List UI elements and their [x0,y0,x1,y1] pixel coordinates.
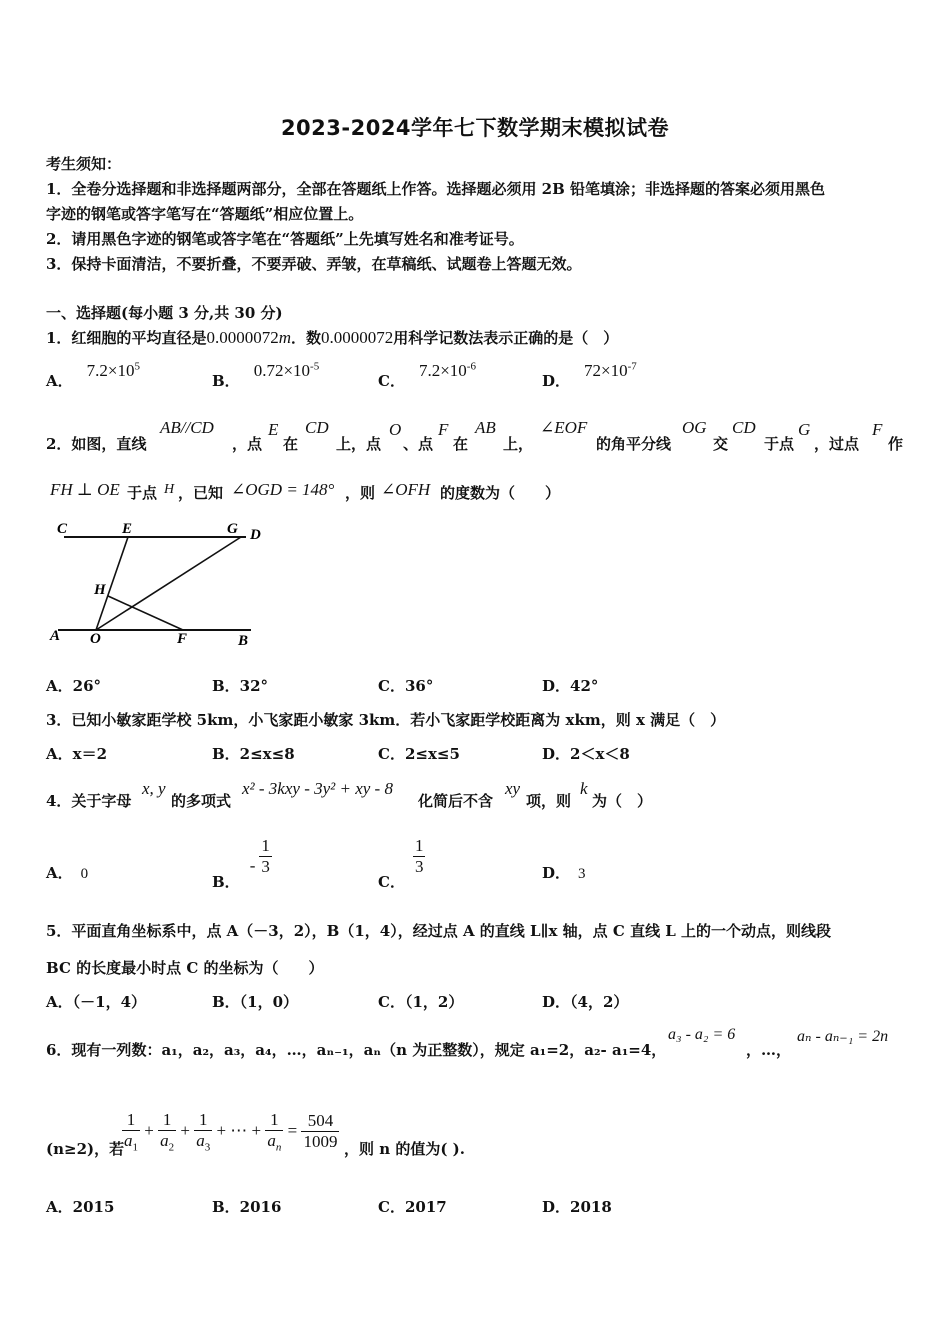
fraction-numerator: 1 [414,836,424,855]
q2-label-6: 在 [453,435,469,453]
q4-option-b[interactable] [212,836,272,891]
q2-option-a[interactable]: A．26° [46,677,102,695]
q2-label-8: 的角平分线 [596,435,672,453]
option-label: B． [212,872,240,891]
option-value: 7.2×10 [418,361,467,380]
label-b: B [238,633,249,649]
q2-math-9: CD [732,418,756,437]
q1-option-d[interactable] [542,360,637,391]
option-label: C． [378,872,405,891]
notice-line1b: 字迹的钢笔或答字笔写在“答题纸”相应位置上。 [46,205,364,223]
notice-line2: 2．请用黑色字迹的钢笔或答字笔在“答题纸”上先填写姓名和准考证号。 [46,230,524,248]
question-1-stem [46,327,618,348]
q1-value-2: 0.0000072 [321,328,394,347]
q2-label-15: ，则 [345,484,376,502]
q5-option-b[interactable]: B．（1，0） [212,993,299,1011]
option-value: 0.72×10 [253,361,311,380]
fraction-numerator: 1 [261,836,270,855]
notice-heading: 考生须知： [46,155,122,173]
option-value: 0 [80,866,89,882]
q4-label-4: 项，则 [526,792,572,810]
label-d: D [250,527,261,543]
q5-option-c[interactable]: C．（1，2） [378,993,464,1011]
q2-math-7: ∠EOF [540,418,588,437]
q4-math-3: xy [505,779,521,798]
q1-option-c[interactable] [378,360,476,391]
q4-label-1: 4．关于字母 [46,792,132,810]
q3-option-a[interactable]: A．x＝2 [46,745,108,763]
option-exponent: 5 [134,360,140,373]
q2-math-10: G [798,420,811,439]
q1-text-a: 1．红细胞的平均直径是 [46,329,207,347]
q2-math-12: FH ⊥ OE [50,480,120,499]
label-h: H [94,582,106,598]
q6-option-d[interactable]: D．2018 [542,1198,612,1216]
option-label: C． [378,372,405,390]
q2-label-1: 2．如图，直线 [46,435,147,453]
q6-option-a[interactable]: A．2015 [46,1198,115,1216]
q2-math-3: CD [305,418,329,437]
label-c: C [57,521,68,537]
question-3-stem: 3．已知小敏家距学校 5km，小飞家距小敏家 3km．若小飞家距学校距离为 xkm，则 x 满足（ ） [46,711,726,729]
q5-line-2: BC 的长度最小时点 C 的坐标为（ ） [46,959,324,977]
fraction-denominator: 3 [414,857,424,876]
q5-line-1: 5．平面直角坐标系中，点 A（－3，2），B（1，4），经过点 A 的直线 L∥x 轴，点 C 直线 L 上的一个动点，则线段 [46,922,832,940]
q4-math-1: x, y [142,779,166,798]
q2-label-5: 、点 [403,435,434,453]
q2-label-3: 在 [283,435,299,453]
option-sign: - [249,855,256,875]
option-label: A． [46,372,73,390]
page-title: 2023-2024学年七下数学期末模拟试卷 [280,116,670,140]
q2-math-6: AB [475,418,496,437]
q6-condition: (n≥2)，若 [46,1140,125,1158]
geometry-figure [46,512,276,652]
q2-label-13: 于点 [127,484,158,502]
q2-label-10: 于点 [764,435,795,453]
q2-label-9: 交 [713,435,729,453]
q6-equation-2: aₙ - aₙ₋₁ = 2n [797,1028,889,1045]
q4-option-a[interactable] [46,862,88,883]
option-exponent: -7 [627,360,637,373]
option-label: D． [542,864,571,882]
label-a: A [50,628,61,644]
q2-math-2: E [268,420,279,439]
line-fh [108,596,183,630]
q4-math-4: k [580,779,588,798]
notice-line1a: 1．全卷分选择题和非选择题两部分，全部在答题纸上作答。选择题必须用 2B 铅笔填涂；非选择题的答案必须用黑色 [46,180,826,198]
q4-option-d[interactable] [542,862,586,883]
section-heading: 一、选择题(每小题 3 分,共 30 分) [46,304,283,322]
notice-line3: 3．保持卡面清洁，不要折叠，不要弄破、弄皱，在草稿纸、试题卷上答题无效。 [46,255,582,273]
q2-option-b[interactable]: B．32° [212,677,269,695]
q2-label-16: 的度数为（ ） [440,484,561,502]
fraction-denominator: 3 [261,857,270,876]
q2-label-2: ，点 [232,435,263,453]
q6-sum-expression: $\frac{1}{a_1}$ + $\frac{1}{a_2}$ + $\frac{1}{a_3}$ + ⋯ + $\frac{1}{a_n}$ = $\frac{504}{1009}$ [124,1110,338,1154]
q4-label-2: 的多项式 [171,792,232,810]
q6-line-1: 6．现有一列数：a₁，a₂，a₃，a₄，…，aₙ₋₁，aₙ（n 为正整数），规定 a₁=2，a₂- a₁=4， [46,1041,667,1059]
q1-option-b[interactable] [212,360,320,391]
option-exponent: -6 [466,360,476,373]
q2-option-d[interactable]: D．42° [542,677,599,695]
q1-option-a[interactable] [46,360,140,391]
q2-math-11: F [872,420,883,439]
q2-math-14: ∠OGD = 148° [231,480,335,499]
option-value: 3 [578,866,586,882]
q1-value: 0.0000072 [206,328,279,347]
option-label: A． [46,864,73,882]
q2-math-13: H [164,482,175,497]
polynomial: x² - 3kxy - 3y² + xy - 8 [242,779,393,798]
q4-label-3: 化简后不含 [418,792,494,810]
q2-math-5: F [438,420,449,439]
option-exponent: -5 [310,360,320,373]
q6-equation-1: a₃ - a₂ = 6 [668,1026,736,1043]
q5-option-a[interactable]: A．（－1，4） [46,993,147,1011]
q6-separator: ，…， [746,1041,792,1059]
label-f: F [177,631,188,647]
label-e: E [122,521,133,537]
q6-question: ，则 n 的值为( ). [344,1140,465,1158]
q3-option-c[interactable]: C．2≤x≤5 [378,745,460,763]
q2-label-4: 上，点 [336,435,382,453]
q3-option-d[interactable]: D．2＜x＜8 [542,745,630,763]
q5-option-d[interactable]: D．（4，2） [542,993,629,1011]
q2-math-15: ∠OFH [381,480,431,499]
q2-option-c[interactable]: C．36° [378,677,434,695]
q2-math-4: O [389,420,402,439]
q3-option-b[interactable]: B．2≤x≤8 [212,745,295,763]
q6-option-b[interactable]: B．2016 [212,1198,282,1216]
option-label: D． [542,372,571,390]
q1-unit: m [278,328,291,347]
option-value: 7.2×10 [86,361,135,380]
q4-option-c[interactable] [378,836,425,891]
q2-math-8: OG [682,418,707,437]
q2-math-1: AB//CD [160,418,214,437]
option-label: B． [212,372,240,390]
q6-option-c[interactable]: C．2017 [378,1198,447,1216]
q2-label-14: ，已知 [178,484,224,502]
option-value: 72×10 [584,361,628,380]
label-g: G [227,521,238,537]
line-og [96,537,241,630]
q2-label-12: 作 [888,435,904,453]
q4-label-5: 为（ ） [592,792,653,810]
q2-label-11: ，过点 [814,435,860,453]
q1-text-c: 用科学记数法表示正确的是（ ） [393,329,619,347]
label-o: O [90,631,101,647]
q2-label-7: 上， [503,435,534,453]
q1-text-b: ．数 [290,329,321,347]
